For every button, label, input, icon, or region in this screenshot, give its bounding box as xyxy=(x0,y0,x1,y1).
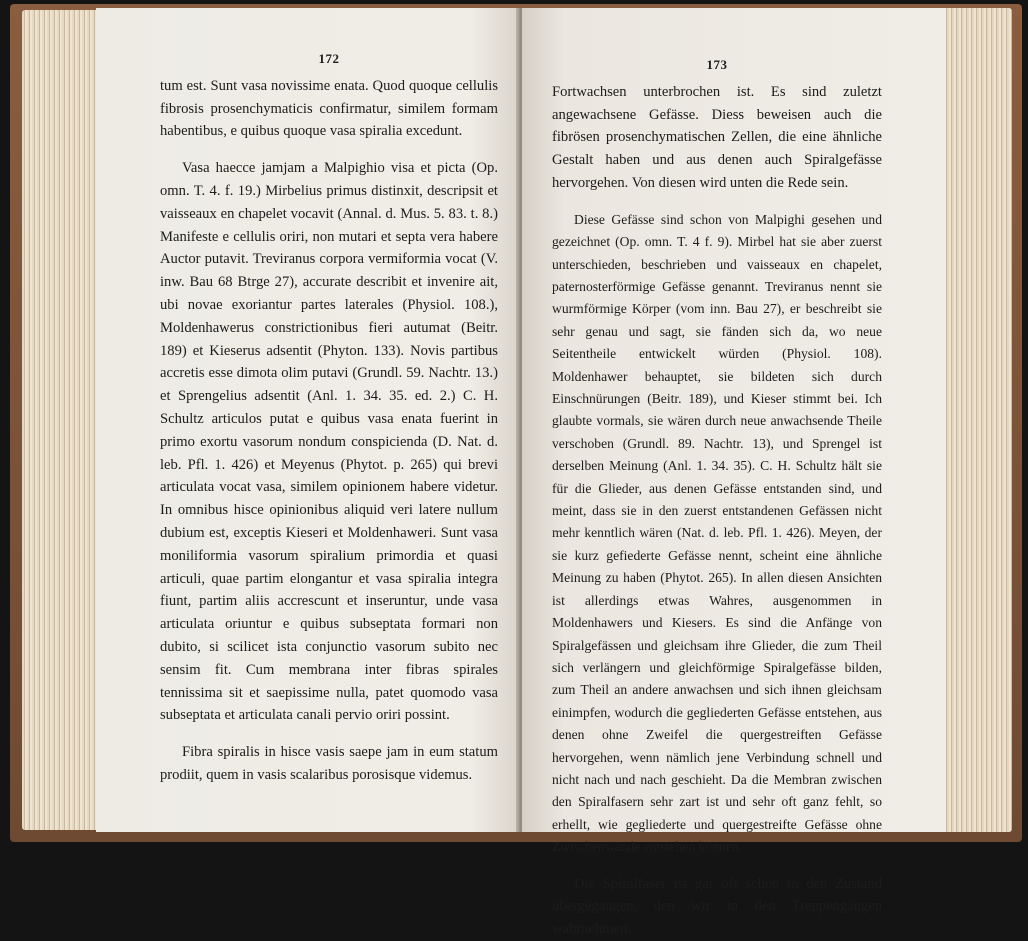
left-paragraph-2: Vasa haecce jamjam a Malpighio visa et picta (Op. omn. T. 4. f. 19.) Mirbelius primus distinxit, descripsit et vaisseaux en chapelet vocavit (Annal. d. Mus. 5. 83. t. 8.) Manifeste e cellulis oriri, non mutari et septa vera habere Auctor putavit. Treviranus corpora vermiformia vocat (V. inw. Bau 68 Btrge 27), accurate describit et invenire ait, ubi novae exoriantur partes laterales (Physiol. 108.), Moldenhawerus constrictionibus fieri autumat (Beitr. 189) et Kieserus adsentit (Phyton. 133). Novis partibus accretis esse dimota olim putavi (Grundl. 59. Nachtr. 13.) et Sprengelius adsentit (Anl. 1. 34. 35. ed. 2.) C. H. Schultz articulos putat e quibus vasa enata fuerint in primo exortu vasorum nondum conspicienda (D. Nat. d. leb. Pfl. 1. 426) et Meyenus (Phytot. p. 265) qui brevi articulata vocat vasa, similem opinionem habere videtur. In omnibus hisce opinionibus aliquid veri latere nullum dubium est, exceptis Kieseri et Moldenhaweri. Sunt vasa moniliformia vasorum spiralium primordia et quasi articuli, quae partim elongantur et vasa spiralia integra fiunt, partim aliis accrescunt et inseruntur, unde vasa articulata oriuntur e quibus subseptata formari non dubito, si scilicet ista conjunctio vasorum subito nec sensim fit. Cum membrana inter fibras spirales tennissima sit et saepissime nulla, patet quomodo vasa subseptata et articulata canali pervio oriri possint. xyxy=(160,160,498,724)
left-paragraph-3: Fibra spiralis in hisce vasis saepe jam in eum statum prodiit, quem in vasis scalaribus porosisque videmus. xyxy=(160,744,498,783)
right-page-number: 173 xyxy=(706,57,728,72)
right-paragraph-3: Die Spiralfaser ist gar oft schon in den Zustand übergegangen, den wir in den Treppengängen wahrnehmen. xyxy=(552,875,882,938)
right-paragraph-1: Fortwachsen unterbrochen ist. Es sind zuletzt angewachsene Gefässe. Diess beweisen auch die fibrösen prosenchymatischen Zellen, die eine ähnliche Gestalt haben und aus denen auch Spiralgefässe hervorgehen. Von diesen wird unten die Rede sein. xyxy=(552,83,882,191)
right-page xyxy=(522,8,946,938)
left-paragraph-1: tum est. Sunt vasa novissime enata. Quod quoque cellulis fibrosis prosenchymaticis confirmatur, similem formam habentibus, e quibus quoque vasa spiralia excedunt. xyxy=(160,77,498,140)
right-page-edges xyxy=(944,8,1012,832)
left-page-edges xyxy=(22,10,100,830)
left-page-number: 172 xyxy=(318,51,340,66)
right-paragraph-2: Diese Gefässe sind schon von Malpighi gesehen und gezeichnet (Op. omn. T. 4 f. 9). Mirbel hat sie aber zuerst unterschieden, beschrieben und vaisseaux en chapelet, paternosterförmige Gefässe genannt. Treviranus nennt sie wurmförmige Körper (vom inn. Bau 27), er beschreibt sie sehr genau und sagt, sie fänden sich da, wo neue Seitentheile entwickelt würden (Physiol. 108). Moldenhawer behauptet, sie bildeten sich durch Einschnürungen (Beitr. 189), und Kieser stimmt bei. Ich glaubte vormals, sie wären durch neue anwachsende Theile verschoben (Grundl. 89. Nachtr. 13), und Sprengel ist derselben Meinung (Anl. 1. 34. 35). C. H. Schultz hält sie für die Glieder, aus denen Gefässe entstanden sind, und meint, dass sie in den zuerst entstandenen Gefässen nicht mehr kenntlich wären (Nat. d. leb. Pfl. 1. 426). Meyen, der sie kurz gefiederte Gefässe nennt, scheint eine ähnliche Meinung zu haben (Phytot. 265). In allen diesen Ansichten ist allerdings etwas Wahres, ausgenommen in Moldenhawers und Kiesers. Es sind die Anfänge von Spiralgefässen und gleichsam ihre Glieder, die zum Theil sich verlängern und gleichförmige Spiralgefässe bilden, zum Theil an andere anwachsen und sich ihnen gleichsam einimpfen, wodurch die gegliederten Gefässe entstehen, aus denen ohne Zweifel die quergestreiften Gefässe hervorgehen, wenn nämlich jene Verbindung schnell und nicht nach und nach geschieht. Da die Membran zwischen den Spiralfasern sehr zart ist und sehr oft ganz fehlt, so erhellt, wie gegliederte und quergestreifte Gefässe ohne Zwischenwände entstehen können. xyxy=(552,211,882,855)
left-page xyxy=(96,8,520,832)
